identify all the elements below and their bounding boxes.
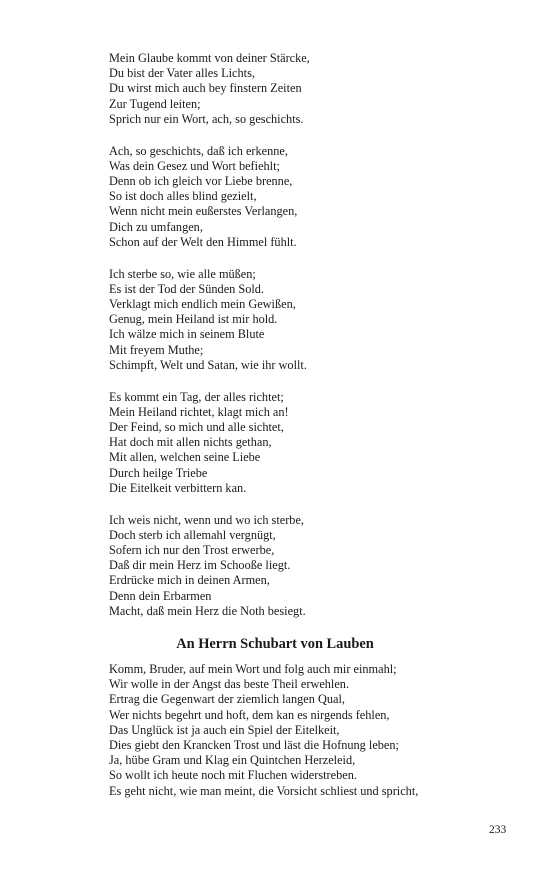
verse-line: Schon auf der Welt den Himmel fühlt. bbox=[109, 234, 297, 249]
verse-line: Dich zu umfangen, bbox=[109, 219, 203, 234]
verse-line: Es geht nicht, wie man meint, die Vorsicht schliest und spricht, bbox=[109, 783, 419, 798]
verse-line: Dies giebt den Krancken Trost und läst die Hofnung leben; bbox=[109, 738, 399, 753]
verse-line: Doch sterb ich allemahl vergnügt, bbox=[109, 527, 276, 542]
verse-line: Erdrücke mich in deinen Armen, bbox=[109, 573, 270, 588]
verse-line: Ja, hübe Gram und Klag ein Quintchen Herzeleid, bbox=[109, 753, 356, 768]
stanza bbox=[109, 51, 469, 127]
verse-line: Wir wolle in der Angst das beste Theil erwehlen. bbox=[109, 677, 350, 692]
verse-line: Sofern ich nur den Trost erwerbe, bbox=[109, 543, 275, 558]
verse-line: Ich wälze mich in seinem Blute bbox=[109, 327, 265, 342]
verse-line: Du bist der Vater alles Lichts, bbox=[109, 66, 255, 81]
verse-line: Mein Glaube kommt von deiner Stärcke, bbox=[109, 51, 310, 65]
stanza bbox=[109, 513, 469, 619]
verse-line: Mein Heiland richtet, klagt mich an! bbox=[109, 404, 289, 419]
poem-body bbox=[109, 662, 459, 799]
verse-line: Komm, Bruder, auf mein Wort und folg auch mir einmahl; bbox=[109, 662, 397, 676]
stanza bbox=[109, 144, 469, 250]
stanza bbox=[109, 267, 469, 373]
verse-line: So wollt ich heute noch mit Fluchen widerstreben. bbox=[109, 768, 357, 783]
verse-line: Zur Tugend leiten; bbox=[109, 96, 201, 111]
verse-line: Ach, so geschichts, daß ich erkenne, bbox=[109, 143, 288, 158]
verse-line: Ertrag die Gegenwart der ziemlich langen Qual, bbox=[109, 692, 345, 707]
verse-line: Das Unglück ist ja auch ein Spiel der Eitelkeit, bbox=[109, 722, 340, 737]
verse-line: Wer nichts begehrt und hoft, dem kan es nirgends fehlen, bbox=[109, 707, 390, 722]
stanza bbox=[109, 390, 469, 496]
verse-line: Ich sterbe so, wie alle müßen; bbox=[109, 266, 256, 281]
verse-line: Genug, mein Heiland ist mir hold. bbox=[109, 312, 278, 327]
verse-line: Mit allen, welchen seine Liebe bbox=[109, 450, 261, 465]
page-number: 233 bbox=[489, 824, 507, 836]
verse-line: So ist doch alles blind gezielt, bbox=[109, 189, 257, 204]
verse-line: Der Feind, so mich und alle sichtet, bbox=[109, 420, 284, 435]
poem-title: An Herrn Schubart von Lauben bbox=[176, 636, 374, 652]
verse-line: Daß dir mein Herz im Schooße liegt. bbox=[109, 558, 291, 573]
verse-line: Hat doch mit allen nichts gethan, bbox=[109, 435, 272, 450]
verse-line: Du wirst mich auch bey finstern Zeiten bbox=[109, 81, 302, 96]
verse-line: Es kommt ein Tag, der alles richtet; bbox=[109, 389, 284, 404]
verse-line: Schimpft, Welt und Satan, wie ihr wollt. bbox=[109, 357, 307, 372]
verse-line: Es ist der Tod der Sünden Sold. bbox=[109, 281, 265, 296]
verse-line: Verklagt mich endlich mein Gewißen, bbox=[109, 297, 296, 312]
verse-line: Die Eitelkeit verbittern kan. bbox=[109, 480, 247, 495]
verse-line: Denn ob ich gleich vor Liebe brenne, bbox=[109, 174, 293, 189]
poem-stanzas bbox=[109, 51, 469, 636]
verse-line: Sprich nur ein Wort, ach, so geschichts. bbox=[109, 111, 304, 126]
verse-line: Wenn nicht mein eußerstes Verlangen, bbox=[109, 204, 298, 219]
verse-line: Mit freyem Muthe; bbox=[109, 342, 204, 357]
verse-line: Ich weis nicht, wenn und wo ich sterbe, bbox=[109, 512, 304, 527]
verse-line: Was dein Gesez und Wort befiehlt; bbox=[109, 158, 280, 173]
verse-line: Durch heilge Triebe bbox=[109, 465, 208, 480]
verse-line: Macht, daß mein Herz die Noth besiegt. bbox=[109, 603, 306, 618]
verse-line: Denn dein Erbarmen bbox=[109, 588, 212, 603]
